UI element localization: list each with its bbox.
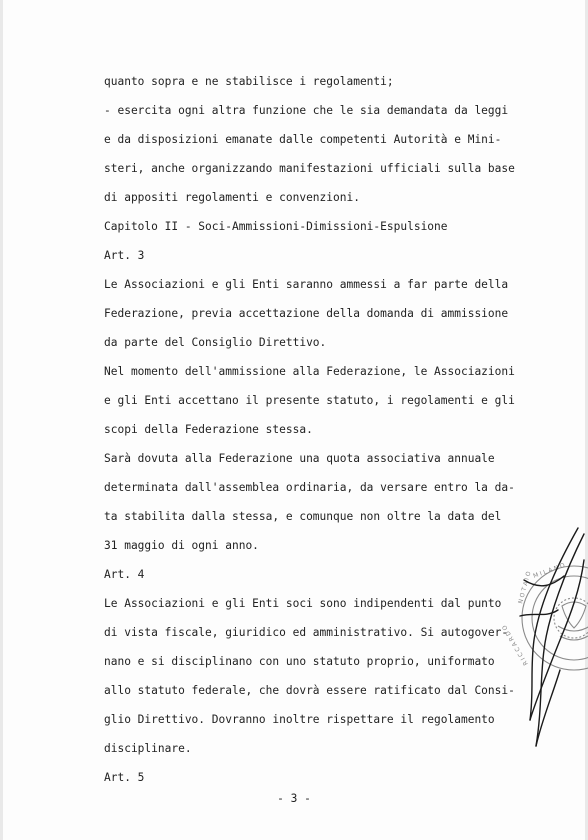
text-line: Nel momento dell'ammissione alla Federazione, le Associazioni [104,365,515,378]
text-line: Art. 5 [104,771,145,784]
text-line: di vista fiscale, giuridico ed amministrativo. Si autogover- [104,626,509,639]
text-line: quanto sopra e ne stabilisce i regolamenti; [104,75,394,88]
text-line: Le Associazioni e gli Enti soci sono indipendenti dal punto [104,597,502,610]
text-line: e gli Enti accettano il presente statuto, i regolamenti e gli [104,394,515,407]
text-line: da parte del Consiglio Direttivo. [104,336,327,349]
svg-text:N O T A I O: N O T A I O [517,570,533,605]
text-line: steri, anche organizzando manifestazioni ufficiali sulla base [104,162,515,175]
text-line: di appositi regolamenti e convenzioni. [104,191,360,204]
text-line: Capitolo II - Soci-Ammissioni-Dimissioni-Espulsione [104,220,448,233]
text-line: allo statuto federale, che dovrà essere ratificato dal Consi- [104,684,515,697]
text-line: nano e si disciplinano con uno statuto proprio, uniformato [104,655,495,668]
text-line: Le Associazioni e gli Enti saranno ammessi a far parte della [104,278,509,291]
text-line: Sarà dovuta alla Federazione una quota associativa annuale [104,452,495,465]
page-number: - 3 - [277,792,311,805]
text-line: e da disposizioni emanate dalle competenti Autorità e Mini- [104,133,502,146]
text-line: glio Direttivo. Dovranno inoltre rispettare il regolamento [104,713,495,726]
svg-text:M I L A N O: M I L A N O [532,561,566,580]
scan-shadow [0,0,3,840]
text-line: disciplinare. [104,742,192,755]
text-line: determinata dall'assemblea ordinaria, da versare entro la da- [104,481,515,494]
svg-text:R I C C A R D O: R I C C A R D O [501,623,530,667]
text-line: Federazione, previa accettazione della domanda di ammissione [104,307,509,320]
handwritten-signature [500,520,588,760]
text-line: 31 maggio di ogni anno. [104,539,259,552]
text-line: Art. 3 [104,249,145,262]
text-line: - esercita ogni altra funzione che le sia demandata da leggi [104,104,509,117]
text-line: ta stabilita dalla stessa, e comunque non oltre la data del [104,510,502,523]
text-line: scopi della Federazione stessa. [104,423,313,436]
text-line: Art. 4 [104,568,145,581]
